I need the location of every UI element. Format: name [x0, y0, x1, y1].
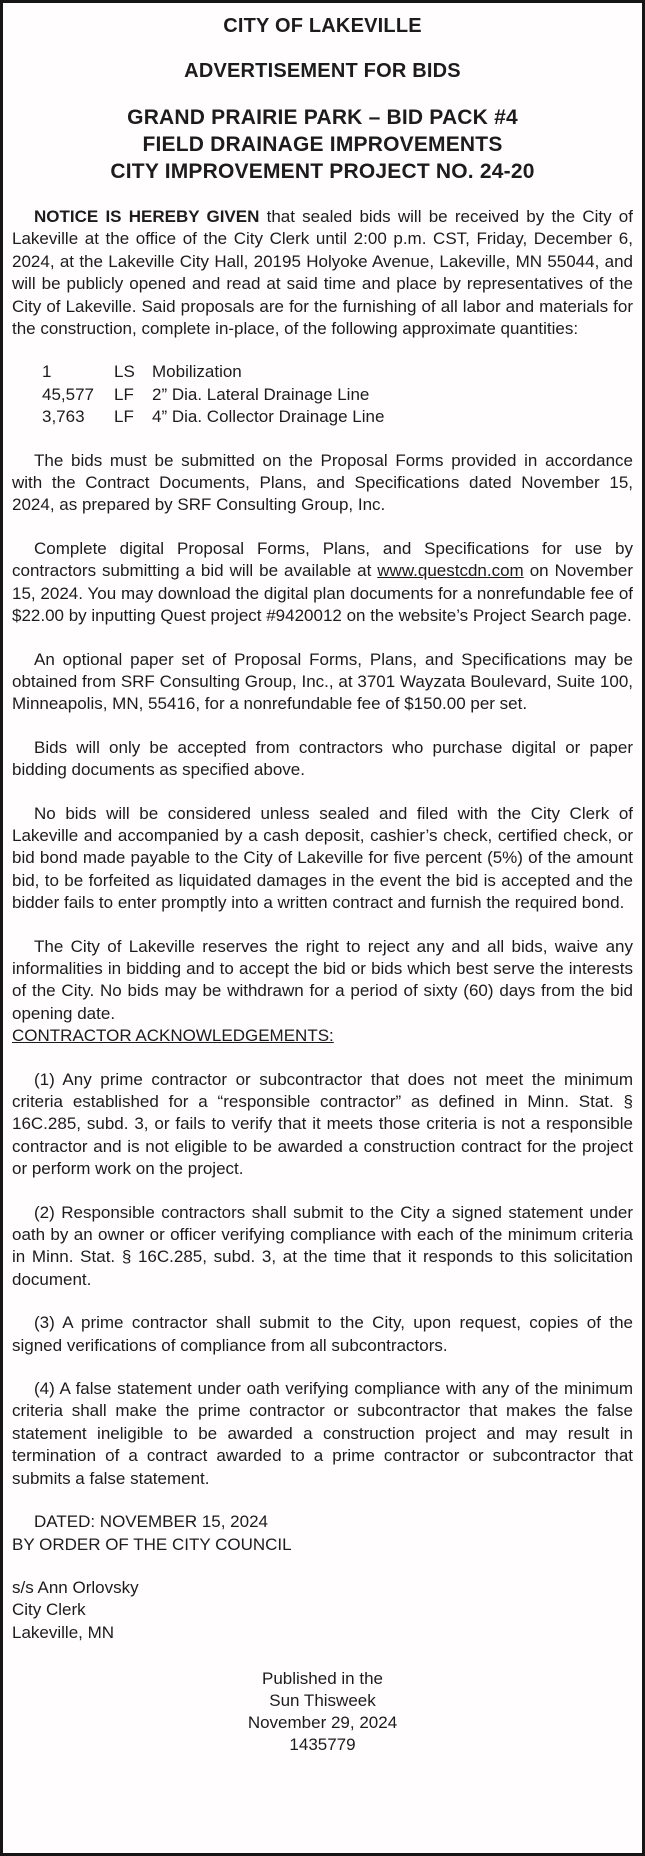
- quantity-row: [42, 406, 633, 428]
- digital-documents-text-before: Complete digital Proposal Forms, Plans, and Specifications for use by contractors submitting a bid will be available at: [12, 538, 633, 581]
- signature-title: City Clerk: [12, 1600, 86, 1620]
- notice-text: that sealed bids will be received by the City of Lakeville at the office of the City Clerk until 2:00 p.m. CST, Friday, December 6, 2024, at the Lakeville City Hall, 20195 Holyoke Avenue, Lakeville, MN 55044, and will be publicly opened and read at said time and place by representatives of the City of Lakeville. Said proposals are for the furnishing of all labor and materials for the construction, complete in-place, of the following approximate quantities:: [12, 207, 633, 339]
- bid-bond-paragraph: No bids will be considered unless sealed and filed with the City Clerk of Lakeville and accompanied by a cash deposit, cashier’s check, certified check, or bid bond made payable to the City of Lakeville for five percent (5%) of the amount bid, to be forfeited as liquidated damages in the event the bid is accepted and the bidder fails to enter promptly into a written contract and furnish the required bond.: [12, 803, 633, 913]
- project-heading-line-1: GRAND PRAIRIE PARK – BID PACK #4: [127, 106, 518, 129]
- dated-line: DATED: NOVEMBER 15, 2024: [34, 1512, 268, 1532]
- acknowledgement-item-1: (1) Any prime contractor or subcontractor that does not meet the minimum criteria established for a “responsible contractor” as defined in Minn. Stat. § 16C.285, subd. 3, or fails to verify that it meets those criteria is not a responsible contractor and is not eligible to be awarded a construction contract for the project or perform work on the project.: [12, 1069, 633, 1179]
- publication-name: Sun Thisweek: [269, 1691, 376, 1711]
- page-title: CITY OF LAKEVILLE: [223, 15, 422, 37]
- quantities-table: [42, 361, 633, 428]
- project-heading-line-2: FIELD DRAINAGE IMPROVEMENTS: [142, 133, 503, 156]
- quantity-unit: LF: [114, 407, 134, 427]
- notice-paragraph: [12, 206, 633, 340]
- contractor-acknowledgements-heading: CONTRACTOR ACKNOWLEDGEMENTS:: [12, 1026, 334, 1046]
- quantity-value: 3,763: [42, 407, 85, 427]
- quantity-value: 1: [42, 362, 52, 382]
- questcdn-url: www.questcdn.com: [377, 561, 524, 581]
- signature-name: s/s Ann Orlovsky: [12, 1577, 139, 1597]
- signature-block: [12, 1577, 633, 1644]
- digital-documents-paragraph: [12, 538, 633, 628]
- notice-lead-in: NOTICE IS HEREBY GIVEN: [34, 207, 260, 226]
- acknowledgement-item-2: (2) Responsible contractors shall submit to the City a signed statement under oath by an owner or officer verifying compliance with each of the minimum criteria in Minn. Stat. § 16C.285, subd. 3, at the time that it responds to this solicitation document.: [12, 1202, 633, 1289]
- acknowledgement-item-4: (4) A false statement under oath verifying compliance with any of the minimum criteria shall make the prime contractor or subcontractor that makes the false statement ineligible to be awarded a construction project and may result in termination of a contract awarded to a prime contractor or subcontractor that submits a false statement.: [12, 1379, 633, 1488]
- quantity-desc: 4” Dia. Collector Drainage Line: [152, 407, 385, 427]
- bids-accepted-paragraph: Bids will only be accepted from contractors who purchase digital or paper bidding documents as specified above.: [12, 737, 633, 780]
- paper-set-paragraph: An optional paper set of Proposal Forms, Plans, and Specifications may be obtained from SRF Consulting Group, Inc., at 3701 Wayzata Boulevard, Suite 100, Minneapolis, MN, 55416, for a nonrefundable fee of $150.00 per set.: [12, 649, 633, 714]
- publication-footer: [12, 1668, 633, 1756]
- notice-type-heading: ADVERTISEMENT FOR BIDS: [184, 60, 461, 82]
- quantity-value: 45,577: [42, 384, 94, 404]
- quantity-row: [42, 384, 633, 406]
- digital-documents-text-after: on November 15, 2024. You may download the digital plan documents for a nonrefundable fee of $22.00 by inputting Quest project #9420012 on the website’s Project Search page.: [12, 561, 633, 626]
- quantity-desc: 2” Dia. Lateral Drainage Line: [152, 384, 370, 404]
- notice-id: 1435779: [289, 1735, 356, 1755]
- publication-date: November 29, 2024: [247, 1713, 398, 1733]
- quantity-unit: LS: [114, 362, 135, 382]
- right-to-reject-paragraph: The City of Lakeville reserves the right to reject any and all bids, waive any informalities in bidding and to accept the bid or bids which best serve the interests of the City. No bids may be withdrawn for a period of sixty (60) days from the bid opening date.: [12, 936, 633, 1023]
- quantity-row: [42, 361, 633, 383]
- by-order-line: BY ORDER OF THE CITY COUNCIL: [12, 1534, 292, 1554]
- project-heading-line-3: CITY IMPROVEMENT PROJECT NO. 24-20: [110, 160, 535, 183]
- project-heading: [12, 104, 633, 185]
- published-in-line: Published in the: [262, 1669, 383, 1689]
- proposal-forms-paragraph: The bids must be submitted on the Proposal Forms provided in accordance with the Contract Documents, Plans, and Specifications dated November 15, 2024, as prepared by SRF Consulting Group, Inc.: [12, 450, 633, 515]
- signature-location: Lakeville, MN: [12, 1622, 115, 1642]
- acknowledgement-item-3: (3) A prime contractor shall submit to the City, upon request, copies of the signed verifications of compliance from all subcontractors.: [12, 1313, 633, 1355]
- quantity-desc: Mobilization: [152, 362, 242, 382]
- quantity-unit: LF: [114, 384, 134, 404]
